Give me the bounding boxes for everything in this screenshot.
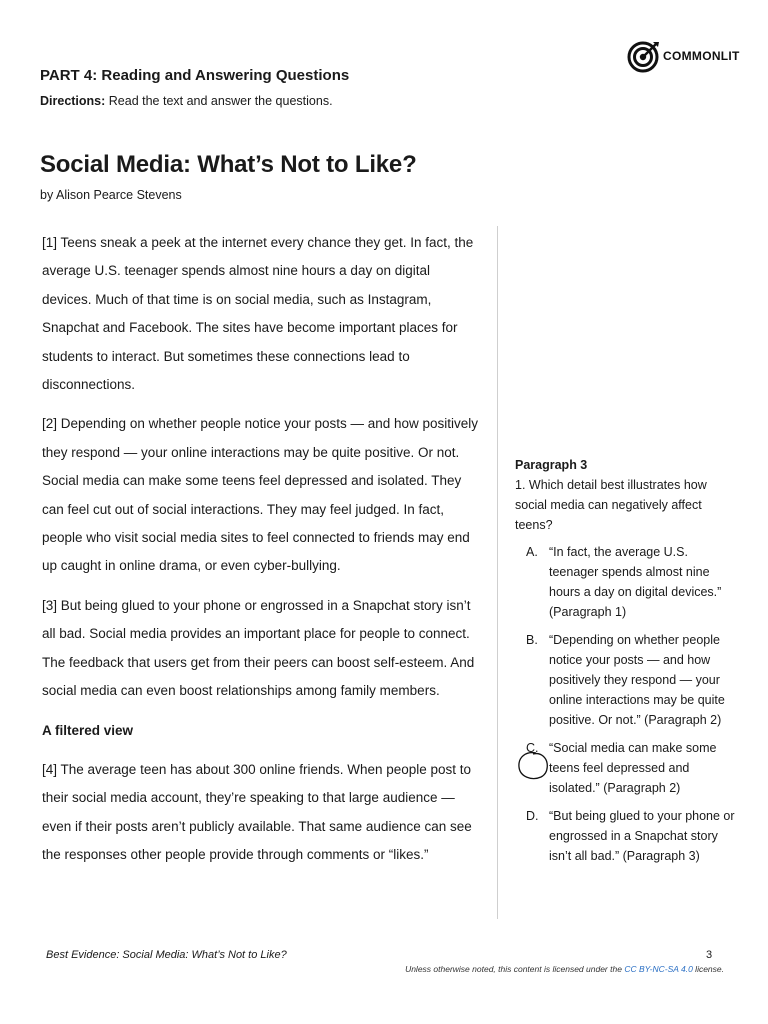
license-notice: [390, 964, 724, 974]
question-stem: 1. Which detail best illustrates how social media can negatively affect teens?: [515, 478, 707, 532]
option-letter: B.: [526, 633, 538, 647]
answer-option-a[interactable]: [515, 542, 735, 622]
answer-option-c[interactable]: [515, 738, 735, 798]
answer-option-d[interactable]: [515, 806, 735, 866]
commonlit-logo: [627, 38, 740, 74]
logo-wordmark: COMMONLIT: [663, 49, 740, 63]
license-link[interactable]: CC BY-NC-SA 4.0: [624, 964, 693, 974]
option-text: “But being glued to your phone or engrossed in a Snapchat story isn’t all bad.” (Paragraph 3): [549, 809, 735, 863]
license-prefix: Unless otherwise noted, this content is licensed under the: [405, 964, 625, 974]
article-byline: by Alison Pearce Stevens: [40, 188, 182, 202]
article-paragraph-3: [3] But being glued to your phone or engrossed in a Snapchat story isn’t all bad. Social media provides an important place for people to connect. The feedback that users get from their peers can boost self-esteem. And social media can even boost relationships among family members.: [42, 597, 475, 699]
option-text: “In fact, the average U.S. teenager spends almost nine hours a day on digital devices.” (Paragraph 1): [549, 545, 722, 619]
answer-option-b[interactable]: [515, 630, 735, 730]
column-divider: [497, 226, 498, 919]
option-text: “Depending on whether people notice your posts — and how positively they respond — your online interactions may be quite positive. Or not.” (Paragraph 2): [549, 633, 725, 727]
option-letter: A.: [526, 545, 538, 559]
option-letter: C.: [526, 741, 539, 755]
article-paragraph-1: [1] Teens sneak a peek at the internet every chance they get. In fact, the average U.S. teenager spends almost nine hours a day on digital devices. Much of that time is on social media, such as Instagram, Snapchat and Facebook. The sites have become important places for students to interact. But sometimes these connections lead to disconnections.: [42, 235, 474, 393]
part-title: PART 4: Reading and Answering Questions: [40, 67, 350, 84]
target-icon: [627, 39, 661, 73]
option-letter: D.: [526, 809, 539, 823]
footer-source-title: Best Evidence: Social Media: What’s Not to Like?: [46, 949, 287, 961]
page-number: 3: [706, 949, 713, 961]
option-text: “Social media can make some teens feel depressed and isolated.” (Paragraph 2): [549, 741, 717, 795]
article-title: Social Media: What’s Not to Like?: [40, 151, 417, 178]
article-paragraph-4: [4] The average teen has about 300 online friends. When people post to their social media account, they’re speaking to that large audience — even if their posts aren’t publicly available. That same audience can see the responses other people provide through comments or “likes.”: [42, 761, 472, 863]
directions-text: Read the text and answer the questions.: [108, 94, 333, 108]
question-heading: Paragraph 3: [515, 458, 588, 472]
article-subheading: A filtered view: [42, 722, 134, 738]
directions-label: Directions:: [40, 94, 106, 108]
article-body: [42, 229, 482, 881]
directions: [40, 94, 333, 108]
license-suffix: license.: [692, 964, 724, 974]
article-paragraph-2: [2] Depending on whether people notice your posts — and how positively they respond — your online interactions may be quite positive. Or not. Social media can make some teens feel depressed and isolated. They can feel cut out of social interactions. They may feel judged. In fact, people who visit social media sites to feel connected to friends may end up caught in online drama, or even cyber-bullying.: [42, 416, 479, 574]
question-panel: [515, 455, 735, 874]
